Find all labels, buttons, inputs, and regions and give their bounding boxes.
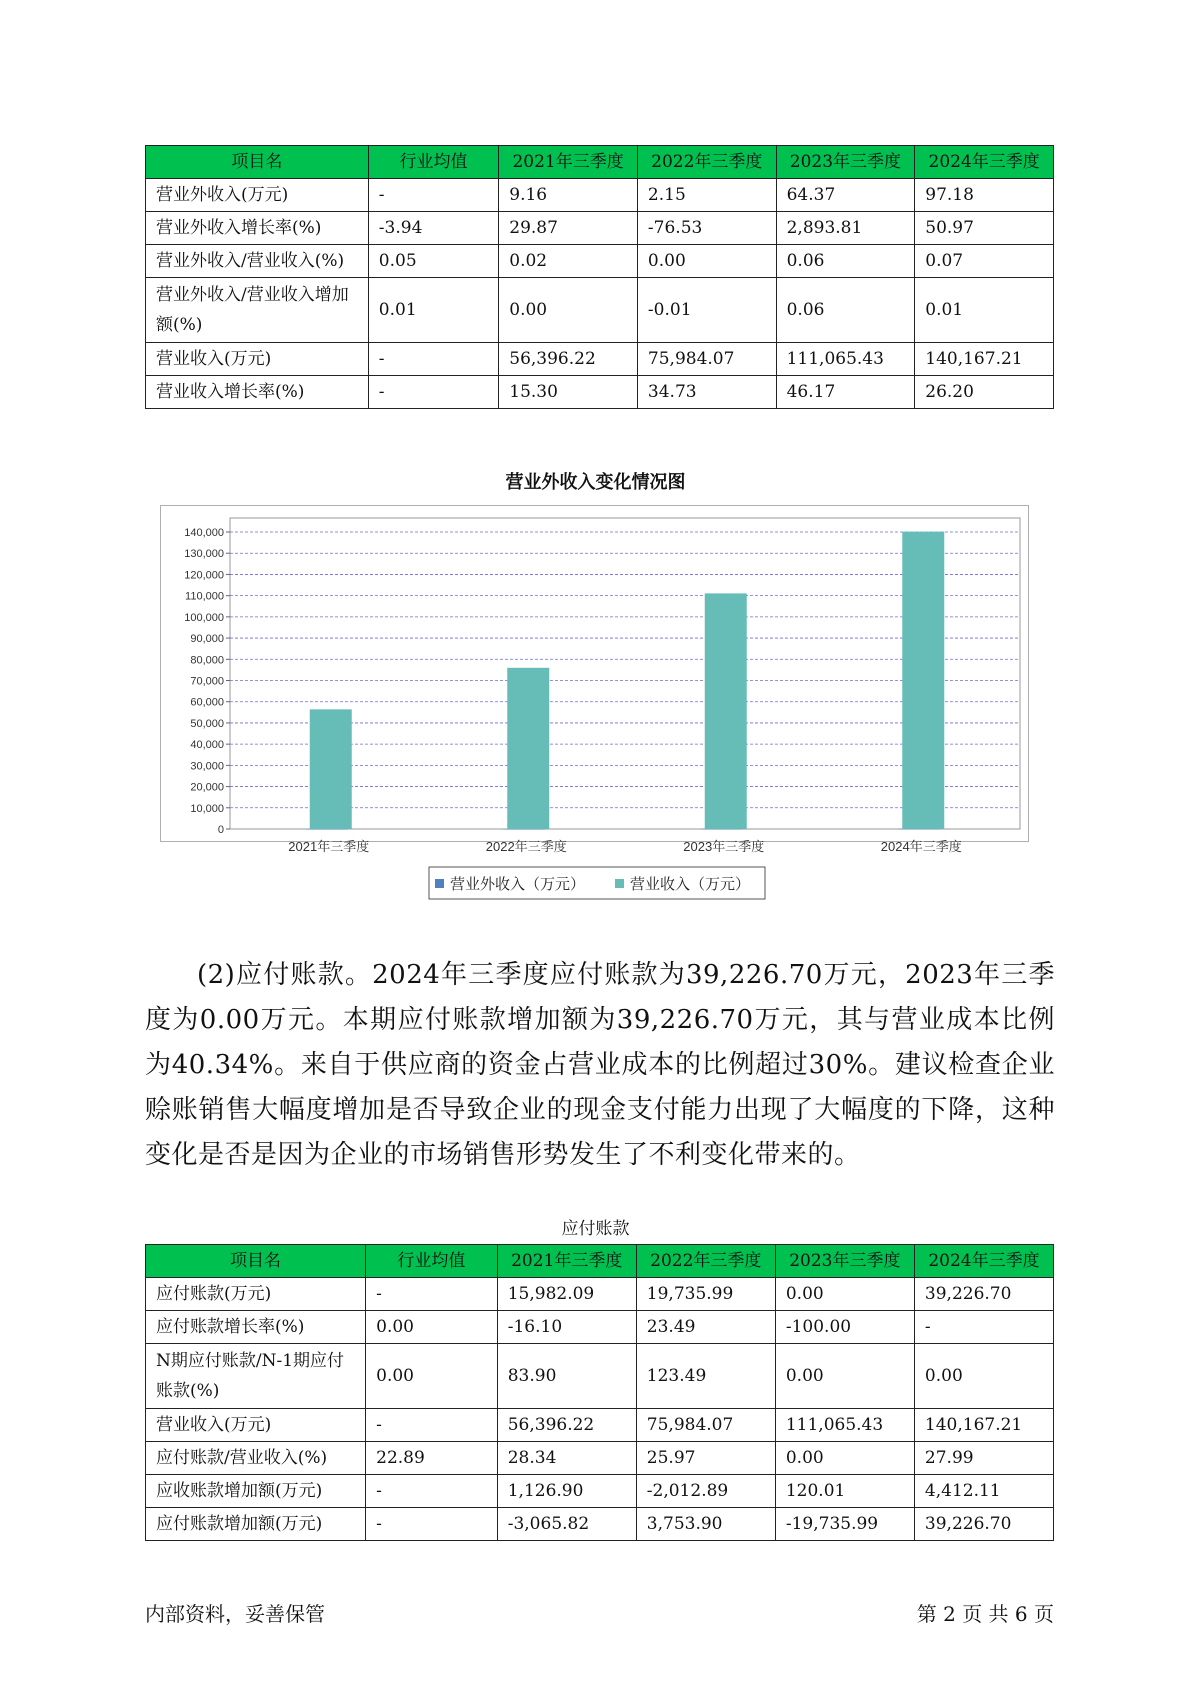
y-tick-label: 120,000	[184, 569, 224, 582]
y-tick-label: 40,000	[190, 739, 224, 752]
table-cell: 111,065.43	[775, 1409, 914, 1442]
legend-label: 营业外收入（万元）	[450, 876, 586, 893]
bar-operating-revenue	[507, 668, 549, 829]
header-cell: 行业均值	[366, 1245, 498, 1278]
table-cell: 123.49	[636, 1344, 775, 1409]
row-label: 应收账款增加额(万元)	[146, 1475, 366, 1508]
row-label: 应付账款(万元)	[146, 1278, 366, 1311]
table-header-row	[146, 1245, 1054, 1278]
x-tick-label: 2023年三季度	[683, 839, 765, 854]
row-label: 营业收入(万元)	[146, 1409, 366, 1442]
bar-operating-revenue	[310, 709, 352, 829]
table-cell: 0.01	[368, 278, 498, 343]
table-cell: -	[368, 376, 498, 409]
table-cell: 0.05	[368, 245, 498, 278]
table-cell: 34.73	[637, 376, 776, 409]
table-cell: 56,396.22	[499, 343, 638, 376]
paragraph-accounts-payable	[145, 953, 1055, 1178]
table-row	[146, 1508, 1054, 1541]
table-header-row	[146, 146, 1054, 179]
table-cell: -	[366, 1409, 498, 1442]
table-cell: 120.01	[775, 1475, 914, 1508]
table-row	[146, 376, 1054, 409]
paragraph-text: (2)应付账款。2024年三季度应付账款为39,226.70万元，2023年三季度为0.00万元。本期应付账款增加额为39,226.70万元，其与营业成本比例为40.34%。来自于供应商的资金占营业成本的比例超过30%。建议检查企业赊账销售大幅度增加是否导致企业的现金支付能力出现了大幅度的下降，这种变化是否是因为企业的市场销售形势发生了不利变化带来的。	[145, 960, 1055, 1170]
y-tick-label: 100,000	[184, 611, 224, 624]
table-cell: -3.94	[368, 212, 498, 245]
row-label: 营业外收入增长率(%)	[146, 212, 369, 245]
table-row	[146, 179, 1054, 212]
table-row	[146, 245, 1054, 278]
y-tick-label: 130,000	[184, 548, 224, 561]
footer-page-number: 第 2 页 共 6 页	[916, 1602, 1054, 1626]
header-cell: 2021年三季度	[499, 146, 638, 179]
table-row	[146, 1344, 1054, 1409]
table-cell: 75,984.07	[637, 343, 776, 376]
table-cell: -	[366, 1278, 498, 1311]
table-cell: 2.15	[637, 179, 776, 212]
table-cell: 19,735.99	[636, 1278, 775, 1311]
row-label: 营业收入增长率(%)	[146, 376, 369, 409]
header-cell: 2023年三季度	[775, 1245, 914, 1278]
row-label: 营业收入(万元)	[146, 343, 369, 376]
y-tick-label: 140,000	[184, 527, 224, 539]
table-row	[146, 1475, 1054, 1508]
table-cell: 27.99	[914, 1442, 1053, 1475]
row-label: 应付账款增加额(万元)	[146, 1508, 366, 1541]
table-cell: -	[368, 179, 498, 212]
table-cell: 83.90	[497, 1344, 636, 1409]
bar-non-operating-income	[306, 829, 348, 830]
table-cell: 4,412.11	[914, 1475, 1053, 1508]
table-cell: 97.18	[915, 179, 1054, 212]
table-cell: 0.00	[366, 1311, 498, 1344]
table-cell: 0.00	[637, 245, 776, 278]
table-cell: 9.16	[499, 179, 638, 212]
table-row	[146, 278, 1054, 343]
legend-label: 营业收入（万元）	[630, 876, 751, 893]
y-tick-label: 20,000	[190, 781, 224, 794]
table-cell: 0.00	[775, 1278, 914, 1311]
table-cell: 25.97	[636, 1442, 775, 1475]
table-cell: -0.01	[637, 278, 776, 343]
table-cell: 0.00	[914, 1344, 1053, 1409]
table-cell: 0.06	[776, 278, 915, 343]
y-tick-label: 80,000	[190, 654, 224, 667]
x-tick-label: 2021年三季度	[288, 839, 370, 854]
bar-non-operating-income	[503, 829, 545, 830]
revenue-bar-chart	[160, 505, 1030, 915]
table-cell: 0.07	[915, 245, 1054, 278]
header-cell: 项目名	[146, 146, 369, 179]
legend-swatch	[435, 879, 444, 888]
table-cell: 0.06	[776, 245, 915, 278]
table-row	[146, 1311, 1054, 1344]
table-cell: 28.34	[497, 1442, 636, 1475]
legend-swatch	[615, 879, 624, 888]
footer-confidential-note: 内部资料，妥善保管	[145, 1602, 325, 1626]
table-cell: 140,167.21	[915, 343, 1054, 376]
header-cell: 项目名	[146, 1245, 366, 1278]
header-cell: 2024年三季度	[915, 146, 1054, 179]
table-cell: -	[368, 343, 498, 376]
table-row	[146, 212, 1054, 245]
table-cell: 75,984.07	[636, 1409, 775, 1442]
table-cell: 0.00	[366, 1344, 498, 1409]
chart-title: 营业外收入变化情况图	[505, 472, 686, 493]
header-cell: 2024年三季度	[914, 1245, 1053, 1278]
table-cell: -	[914, 1311, 1053, 1344]
table-cell: 0.02	[499, 245, 638, 278]
table-cell: 0.00	[499, 278, 638, 343]
table-cell: -16.10	[497, 1311, 636, 1344]
table-cell: 39,226.70	[914, 1508, 1053, 1541]
bar-operating-revenue	[902, 532, 944, 829]
table-cell: 111,065.43	[776, 343, 915, 376]
table-cell: 46.17	[776, 376, 915, 409]
row-label: 营业外收入/营业收入增加额(%)	[146, 278, 369, 343]
table-row	[146, 1409, 1054, 1442]
table-row	[146, 1442, 1054, 1475]
table-cell: 140,167.21	[914, 1409, 1053, 1442]
y-tick-label: 50,000	[190, 717, 224, 730]
row-label: N期应付账款/N-1期应付账款(%)	[146, 1344, 366, 1409]
y-tick-label: 70,000	[190, 675, 224, 688]
table-row	[146, 1278, 1054, 1311]
table-cell: -19,735.99	[775, 1508, 914, 1541]
table-cell: 29.87	[499, 212, 638, 245]
table-cell: 22.89	[366, 1442, 498, 1475]
table-row	[146, 343, 1054, 376]
header-cell: 2022年三季度	[636, 1245, 775, 1278]
table-cell: -	[366, 1475, 498, 1508]
bar-operating-revenue	[705, 593, 747, 829]
table-cell: 3,753.90	[636, 1508, 775, 1541]
table-cell: 23.49	[636, 1311, 775, 1344]
table-cell: 0.00	[775, 1344, 914, 1409]
x-tick-label: 2022年三季度	[485, 839, 567, 854]
table-cell: 2,893.81	[776, 212, 915, 245]
y-tick-label: 60,000	[190, 696, 224, 709]
table-cell: 0.01	[915, 278, 1054, 343]
table-cell: 15,982.09	[497, 1278, 636, 1311]
table-cell: 50.97	[915, 212, 1054, 245]
table-cell: -100.00	[775, 1311, 914, 1344]
x-tick-label: 2024年三季度	[880, 839, 962, 854]
table-cell: -2,012.89	[636, 1475, 775, 1508]
table-cell: 64.37	[776, 179, 915, 212]
table-cell: 56,396.22	[497, 1409, 636, 1442]
y-tick-label: 30,000	[190, 760, 224, 773]
header-cell: 行业均值	[368, 146, 498, 179]
table-cell: 0.00	[775, 1442, 914, 1475]
y-tick-label: 10,000	[190, 802, 224, 815]
y-tick-label: 90,000	[190, 633, 224, 646]
table-cell: 1,126.90	[497, 1475, 636, 1508]
table-cell: -76.53	[637, 212, 776, 245]
y-tick-label: 110,000	[185, 590, 224, 603]
revenue-table	[145, 145, 1054, 409]
row-label: 营业外收入(万元)	[146, 179, 369, 212]
table-cell: 15.30	[499, 376, 638, 409]
y-tick-label: 0	[217, 824, 224, 836]
table-cell: 26.20	[915, 376, 1054, 409]
accounts-payable-table	[145, 1244, 1054, 1541]
row-label: 应付账款/营业收入(%)	[146, 1442, 366, 1475]
table-cell: -3,065.82	[497, 1508, 636, 1541]
header-cell: 2023年三季度	[776, 146, 915, 179]
table-cell: 39,226.70	[914, 1278, 1053, 1311]
table-caption: 应付账款	[561, 1219, 630, 1239]
table-cell: -	[366, 1508, 498, 1541]
header-cell: 2022年三季度	[637, 146, 776, 179]
header-cell: 2021年三季度	[497, 1245, 636, 1278]
row-label: 应付账款增长率(%)	[146, 1311, 366, 1344]
row-label: 营业外收入/营业收入(%)	[146, 245, 369, 278]
